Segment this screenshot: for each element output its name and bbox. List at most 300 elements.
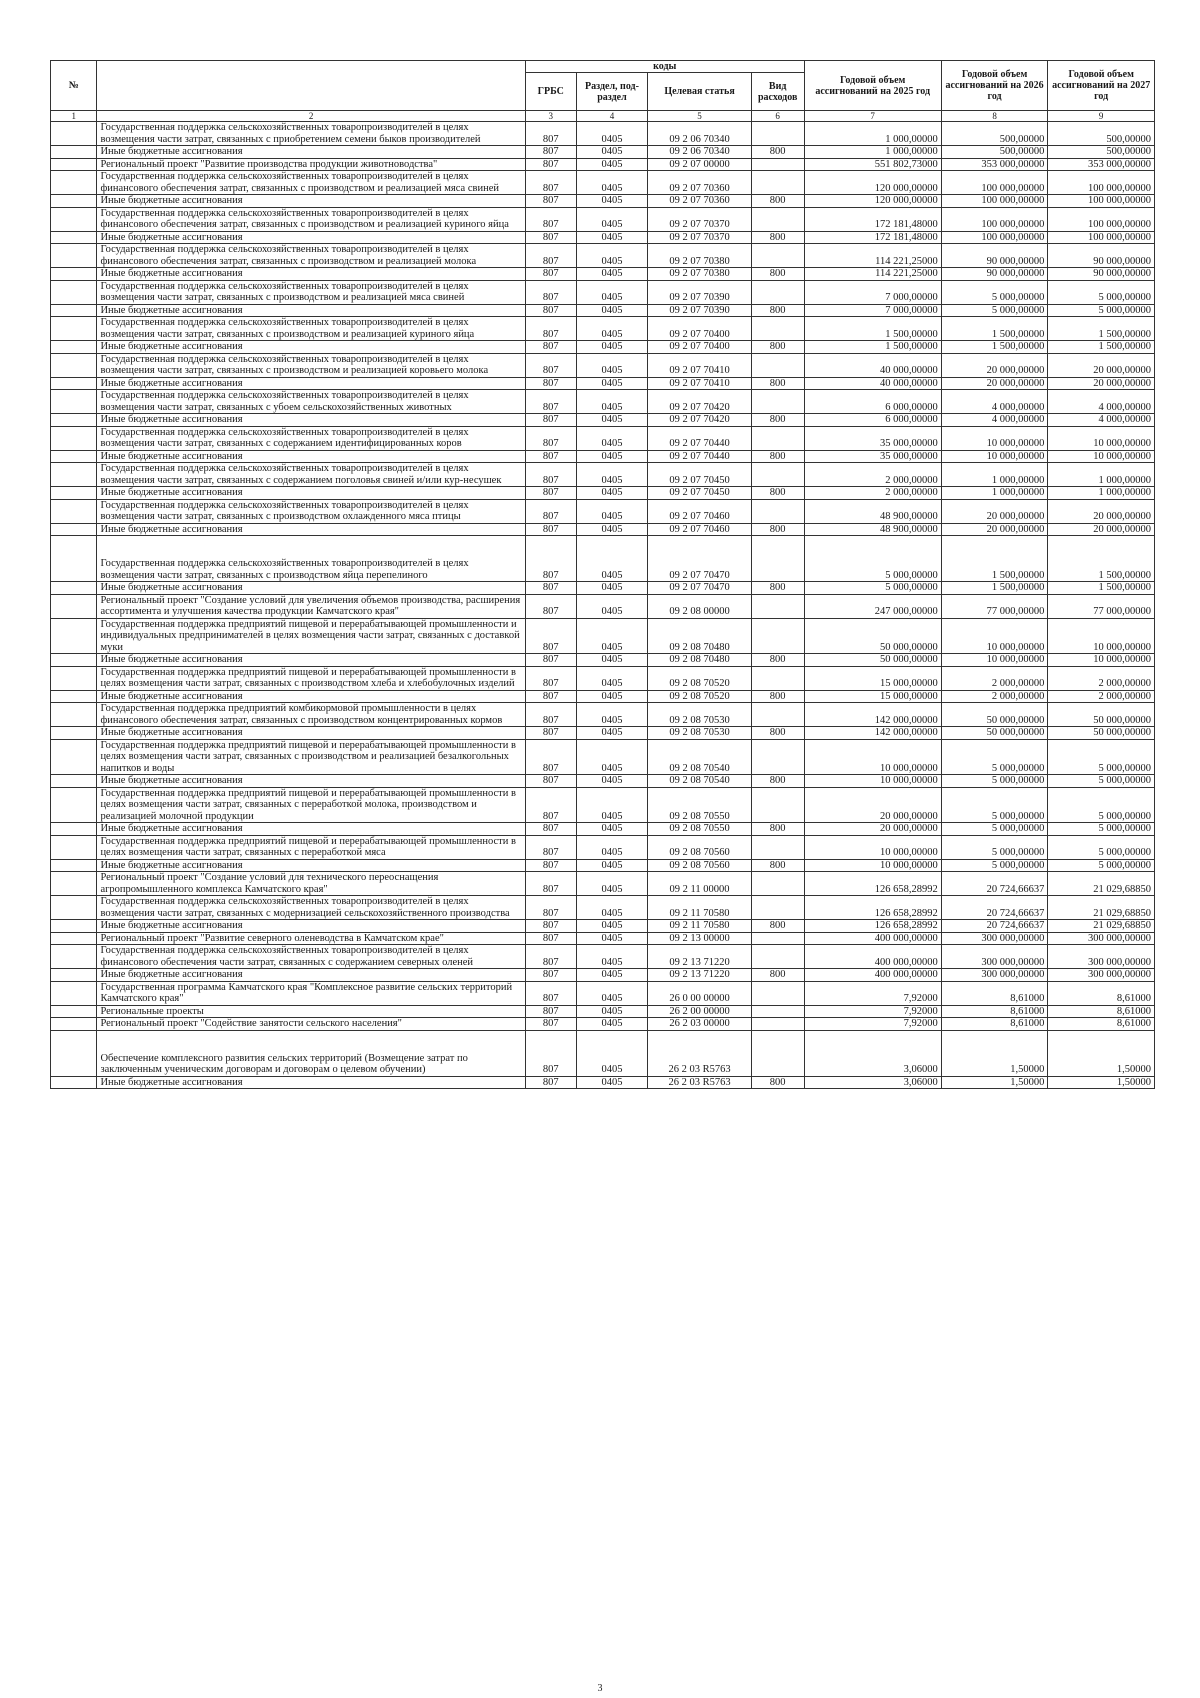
target-article-cell: 09 2 08 70560 (648, 835, 751, 859)
row-number-cell (51, 207, 97, 231)
grbs-cell: 807 (525, 450, 576, 463)
section-cell: 0405 (576, 666, 648, 690)
target-article-cell: 26 2 00 00000 (648, 1005, 751, 1018)
amount-2025-cell: 10 000,00000 (804, 859, 941, 872)
amount-2025-cell: 3,06000 (804, 1076, 941, 1089)
expense-name-cell: Государственная поддержка сельскохозяйственных товаропроизводителей в целях возмещения части затрат, связанных с производством и реализацией коровьего молока (97, 353, 525, 377)
expense-name-cell: Государственная поддержка сельскохозяйственных товаропроизводителей в целях возмещения части затрат, связанных с убоем сельскохозяйственных животных (97, 390, 525, 414)
grbs-cell: 807 (525, 1030, 576, 1076)
section-cell: 0405 (576, 1030, 648, 1076)
target-article-cell: 26 2 03 R5763 (648, 1076, 751, 1089)
table-row (51, 158, 1155, 171)
amount-2026-cell: 10 000,00000 (941, 618, 1048, 654)
amount-2026-cell: 5 000,00000 (941, 823, 1048, 836)
table-row (51, 654, 1155, 667)
grbs-cell: 807 (525, 317, 576, 341)
section-cell: 0405 (576, 463, 648, 487)
grbs-cell: 807 (525, 859, 576, 872)
row-number-cell (51, 158, 97, 171)
grbs-cell: 807 (525, 146, 576, 159)
table-row (51, 969, 1155, 982)
expense-kind-cell (751, 463, 804, 487)
amount-2027-cell: 300 000,00000 (1048, 969, 1155, 982)
table-row (51, 594, 1155, 618)
amount-2027-cell: 2 000,00000 (1048, 690, 1155, 703)
amount-2025-cell: 6 000,00000 (804, 390, 941, 414)
amount-2025-cell: 400 000,00000 (804, 969, 941, 982)
amount-2026-cell: 2 000,00000 (941, 666, 1048, 690)
row-number-cell (51, 231, 97, 244)
grbs-cell: 807 (525, 171, 576, 195)
amount-2025-cell: 172 181,48000 (804, 231, 941, 244)
amount-2027-cell: 1 000,00000 (1048, 463, 1155, 487)
expense-kind-cell: 800 (751, 414, 804, 427)
row-number-cell (51, 499, 97, 523)
expense-name-cell: Региональный проект "Содействие занятости сельского населения" (97, 1018, 525, 1031)
expense-name-cell: Иные бюджетные ассигнования (97, 377, 525, 390)
expense-name-cell: Государственная поддержка предприятий пищевой и перерабатывающей промышленности в целях возмещения части затрат, связанных с производством и реализацией безалкогольных напитков и воды (97, 739, 525, 775)
target-article-cell: 09 2 07 70410 (648, 353, 751, 377)
expense-kind-cell: 800 (751, 654, 804, 667)
section-cell: 0405 (576, 244, 648, 268)
amount-2025-cell: 1 500,00000 (804, 317, 941, 341)
amount-2025-cell: 400 000,00000 (804, 945, 941, 969)
amount-2026-cell: 2 000,00000 (941, 690, 1048, 703)
row-number-cell (51, 523, 97, 536)
row-number-cell (51, 666, 97, 690)
expense-kind-cell: 800 (751, 304, 804, 317)
expense-kind-cell (751, 896, 804, 920)
amount-2026-cell: 100 000,00000 (941, 171, 1048, 195)
target-article-cell: 09 2 08 70480 (648, 618, 751, 654)
section-cell: 0405 (576, 920, 648, 933)
amount-2026-cell: 10 000,00000 (941, 654, 1048, 667)
expense-kind-cell: 800 (751, 450, 804, 463)
section-cell: 0405 (576, 654, 648, 667)
target-article-cell: 09 2 11 70580 (648, 920, 751, 933)
grbs-cell: 807 (525, 487, 576, 500)
grbs-cell: 807 (525, 463, 576, 487)
amount-2026-cell: 5 000,00000 (941, 835, 1048, 859)
target-article-cell: 09 2 07 70440 (648, 426, 751, 450)
expense-name-cell: Государственная поддержка сельскохозяйственных товаропроизводителей в целях финансового обеспечения затрат, связанных с производством и реализацией молока (97, 244, 525, 268)
amount-2025-cell: 2 000,00000 (804, 487, 941, 500)
table-row (51, 463, 1155, 487)
table-row (51, 390, 1155, 414)
section-cell: 0405 (576, 618, 648, 654)
expense-kind-cell (751, 353, 804, 377)
expense-name-cell: Государственная поддержка сельскохозяйственных товаропроизводителей в целях финансового обеспечения части затрат, связанных с содержанием северных оленей (97, 945, 525, 969)
budget-table (50, 60, 1155, 1089)
amount-2027-cell: 90 000,00000 (1048, 244, 1155, 268)
amount-2026-cell: 20 000,00000 (941, 499, 1048, 523)
section-cell: 0405 (576, 932, 648, 945)
expense-name-cell: Региональные проекты (97, 1005, 525, 1018)
grbs-cell: 807 (525, 823, 576, 836)
grbs-cell: 807 (525, 195, 576, 208)
row-number-cell (51, 859, 97, 872)
amount-2027-cell: 1 500,00000 (1048, 341, 1155, 354)
column-number: 2 (97, 111, 525, 122)
column-number: 5 (648, 111, 751, 122)
amount-2027-cell: 8,61000 (1048, 1018, 1155, 1031)
amount-2025-cell: 48 900,00000 (804, 523, 941, 536)
amount-2026-cell: 20 000,00000 (941, 353, 1048, 377)
header-target: Целевая статья (648, 73, 751, 111)
amount-2027-cell: 500,00000 (1048, 146, 1155, 159)
amount-2027-cell: 1 500,00000 (1048, 536, 1155, 582)
table-row (51, 231, 1155, 244)
expense-name-cell: Государственная поддержка предприятий пищевой и перерабатывающей промышленности и индивидуальных предпринимателей в целях возмещения части затрат, связанных с доставкой муки (97, 618, 525, 654)
grbs-cell: 807 (525, 207, 576, 231)
grbs-cell: 807 (525, 268, 576, 281)
grbs-cell: 807 (525, 835, 576, 859)
grbs-cell: 807 (525, 920, 576, 933)
table-row (51, 195, 1155, 208)
column-number: 7 (804, 111, 941, 122)
section-cell: 0405 (576, 1018, 648, 1031)
table-row (51, 499, 1155, 523)
amount-2027-cell: 353 000,00000 (1048, 158, 1155, 171)
section-cell: 0405 (576, 171, 648, 195)
section-cell: 0405 (576, 341, 648, 354)
row-number-cell (51, 414, 97, 427)
row-number-cell (51, 703, 97, 727)
amount-2027-cell: 21 029,68850 (1048, 872, 1155, 896)
expense-name-cell: Государственная поддержка сельскохозяйственных товаропроизводителей в целях возмещения части затрат, связанных с содержанием идентифицированных коров (97, 426, 525, 450)
grbs-cell: 807 (525, 390, 576, 414)
target-article-cell: 09 2 08 70520 (648, 690, 751, 703)
target-article-cell: 09 2 08 70520 (648, 666, 751, 690)
expense-name-cell: Государственная поддержка предприятий пищевой и перерабатывающей промышленности в целях возмещения части затрат, связанных с переработкой мяса (97, 835, 525, 859)
section-cell: 0405 (576, 158, 648, 171)
row-number-cell (51, 268, 97, 281)
amount-2025-cell: 400 000,00000 (804, 932, 941, 945)
table-row (51, 582, 1155, 595)
expense-kind-cell: 800 (751, 523, 804, 536)
expense-name-cell: Иные бюджетные ассигнования (97, 969, 525, 982)
expense-kind-cell: 800 (751, 775, 804, 788)
table-row (51, 341, 1155, 354)
row-number-cell (51, 920, 97, 933)
row-number-cell (51, 146, 97, 159)
amount-2027-cell: 20 000,00000 (1048, 523, 1155, 536)
table-row (51, 353, 1155, 377)
amount-2027-cell: 90 000,00000 (1048, 268, 1155, 281)
expense-name-cell: Государственная поддержка предприятий комбикормовой промышленности в целях финансового обеспечения затрат, связанных с производством концентрированных кормов (97, 703, 525, 727)
table-row (51, 690, 1155, 703)
row-number-cell (51, 945, 97, 969)
table-row (51, 122, 1155, 146)
section-cell: 0405 (576, 775, 648, 788)
amount-2025-cell: 7 000,00000 (804, 280, 941, 304)
section-cell: 0405 (576, 280, 648, 304)
expense-kind-cell: 800 (751, 268, 804, 281)
target-article-cell: 09 2 06 70340 (648, 146, 751, 159)
amount-2026-cell: 1 500,00000 (941, 341, 1048, 354)
grbs-cell: 807 (525, 703, 576, 727)
row-number-cell (51, 304, 97, 317)
amount-2027-cell: 10 000,00000 (1048, 426, 1155, 450)
row-number-cell (51, 775, 97, 788)
section-cell: 0405 (576, 304, 648, 317)
target-article-cell: 09 2 11 00000 (648, 872, 751, 896)
amount-2027-cell: 50 000,00000 (1048, 727, 1155, 740)
expense-kind-cell: 800 (751, 920, 804, 933)
section-cell: 0405 (576, 146, 648, 159)
amount-2026-cell: 100 000,00000 (941, 195, 1048, 208)
table-row (51, 487, 1155, 500)
amount-2027-cell: 20 000,00000 (1048, 499, 1155, 523)
header-section: Раздел, под-раздел (576, 73, 648, 111)
expense-name-cell: Иные бюджетные ассигнования (97, 523, 525, 536)
column-number: 1 (51, 111, 97, 122)
target-article-cell: 09 2 08 70530 (648, 703, 751, 727)
amount-2025-cell: 40 000,00000 (804, 353, 941, 377)
expense-kind-cell: 800 (751, 195, 804, 208)
expense-name-cell: Иные бюджетные ассигнования (97, 859, 525, 872)
target-article-cell: 09 2 08 70560 (648, 859, 751, 872)
expense-name-cell: Государственная программа Камчатского края "Комплексное развитие сельских территорий Камчатского края" (97, 981, 525, 1005)
grbs-cell: 807 (525, 775, 576, 788)
grbs-cell: 807 (525, 582, 576, 595)
amount-2027-cell: 4 000,00000 (1048, 414, 1155, 427)
budget-rows (51, 122, 1155, 1089)
table-row (51, 244, 1155, 268)
amount-2025-cell: 1 000,00000 (804, 122, 941, 146)
grbs-cell: 807 (525, 932, 576, 945)
grbs-cell: 807 (525, 122, 576, 146)
row-number-cell (51, 353, 97, 377)
amount-2025-cell: 5 000,00000 (804, 582, 941, 595)
expense-kind-cell (751, 618, 804, 654)
table-row (51, 268, 1155, 281)
table-row (51, 304, 1155, 317)
amount-2025-cell: 7 000,00000 (804, 304, 941, 317)
amount-2026-cell: 4 000,00000 (941, 390, 1048, 414)
table-row (51, 981, 1155, 1005)
grbs-cell: 807 (525, 969, 576, 982)
section-cell: 0405 (576, 690, 648, 703)
section-cell: 0405 (576, 268, 648, 281)
row-number-cell (51, 1018, 97, 1031)
amount-2026-cell: 5 000,00000 (941, 859, 1048, 872)
expense-kind-cell: 800 (751, 582, 804, 595)
amount-2027-cell: 5 000,00000 (1048, 787, 1155, 823)
amount-2026-cell: 1 000,00000 (941, 463, 1048, 487)
expense-kind-cell (751, 280, 804, 304)
grbs-cell: 807 (525, 981, 576, 1005)
expense-name-cell: Государственная поддержка сельскохозяйственных товаропроизводителей в целях возмещения части затрат, связанных с производством охлажденного мяса птицы (97, 499, 525, 523)
amount-2025-cell: 126 658,28992 (804, 896, 941, 920)
header-2026: Годовой объем ассигнований на 2026 год (941, 61, 1048, 111)
amount-2025-cell: 35 000,00000 (804, 450, 941, 463)
amount-2026-cell: 1,50000 (941, 1076, 1048, 1089)
expense-kind-cell (751, 499, 804, 523)
amount-2025-cell: 114 221,25000 (804, 268, 941, 281)
row-number-cell (51, 280, 97, 304)
row-number-cell (51, 195, 97, 208)
expense-kind-cell: 800 (751, 377, 804, 390)
amount-2025-cell: 15 000,00000 (804, 690, 941, 703)
amount-2027-cell: 100 000,00000 (1048, 207, 1155, 231)
table-row (51, 896, 1155, 920)
amount-2026-cell: 20 724,66637 (941, 896, 1048, 920)
target-article-cell: 09 2 07 70370 (648, 207, 751, 231)
target-article-cell: 09 2 07 70440 (648, 450, 751, 463)
expense-kind-cell: 800 (751, 231, 804, 244)
target-article-cell: 09 2 07 70380 (648, 268, 751, 281)
row-number-cell (51, 377, 97, 390)
target-article-cell: 09 2 13 71220 (648, 969, 751, 982)
section-cell: 0405 (576, 523, 648, 536)
target-article-cell: 09 2 07 70420 (648, 390, 751, 414)
target-article-cell: 09 2 07 70360 (648, 195, 751, 208)
row-number-cell (51, 1076, 97, 1089)
section-cell: 0405 (576, 896, 648, 920)
expense-kind-cell (751, 158, 804, 171)
section-cell: 0405 (576, 487, 648, 500)
expense-name-cell: Государственная поддержка сельскохозяйственных товаропроизводителей в целях возмещения части затрат, связанных с приобретением семени быков производителей (97, 122, 525, 146)
header-kind: Вид расходов (751, 73, 804, 111)
target-article-cell: 09 2 07 70460 (648, 523, 751, 536)
expense-name-cell: Иные бюджетные ассигнования (97, 823, 525, 836)
target-article-cell: 09 2 07 70470 (648, 582, 751, 595)
amount-2026-cell: 1,50000 (941, 1030, 1048, 1076)
section-cell: 0405 (576, 835, 648, 859)
target-article-cell: 26 2 03 00000 (648, 1018, 751, 1031)
amount-2026-cell: 77 000,00000 (941, 594, 1048, 618)
table-row (51, 920, 1155, 933)
amount-2026-cell: 4 000,00000 (941, 414, 1048, 427)
amount-2027-cell: 1 000,00000 (1048, 487, 1155, 500)
target-article-cell: 09 2 07 70360 (648, 171, 751, 195)
grbs-cell: 807 (525, 523, 576, 536)
expense-name-cell: Государственная поддержка сельскохозяйственных товаропроизводителей в целях возмещения части затрат, связанных с производством и реализацией куриного яйца (97, 317, 525, 341)
amount-2025-cell: 1 500,00000 (804, 341, 941, 354)
section-cell: 0405 (576, 981, 648, 1005)
target-article-cell: 09 2 13 71220 (648, 945, 751, 969)
expense-name-cell: Государственная поддержка сельскохозяйственных товаропроизводителей в целях финансового обеспечения затрат, связанных с производством и реализацией куриного яйца (97, 207, 525, 231)
section-cell: 0405 (576, 969, 648, 982)
target-article-cell: 09 2 11 70580 (648, 896, 751, 920)
amount-2027-cell: 100 000,00000 (1048, 171, 1155, 195)
amount-2027-cell: 21 029,68850 (1048, 896, 1155, 920)
amount-2025-cell: 551 802,73000 (804, 158, 941, 171)
amount-2027-cell: 5 000,00000 (1048, 739, 1155, 775)
column-number: 8 (941, 111, 1048, 122)
expense-name-cell: Иные бюджетные ассигнования (97, 414, 525, 427)
target-article-cell: 09 2 07 70390 (648, 304, 751, 317)
amount-2025-cell: 247 000,00000 (804, 594, 941, 618)
amount-2027-cell: 100 000,00000 (1048, 195, 1155, 208)
target-article-cell: 09 2 07 70470 (648, 536, 751, 582)
table-row (51, 666, 1155, 690)
header-grbs: ГРБС (525, 73, 576, 111)
amount-2027-cell: 5 000,00000 (1048, 823, 1155, 836)
expense-name-cell: Иные бюджетные ассигнования (97, 450, 525, 463)
table-row (51, 739, 1155, 775)
expense-name-cell: Государственная поддержка сельскохозяйственных товаропроизводителей в целях возмещения части затрат, связанных с производством и реализацией мяса свиней (97, 280, 525, 304)
amount-2025-cell: 35 000,00000 (804, 426, 941, 450)
row-number-cell (51, 690, 97, 703)
amount-2026-cell: 500,00000 (941, 122, 1048, 146)
expense-kind-cell (751, 594, 804, 618)
target-article-cell: 09 2 08 70480 (648, 654, 751, 667)
header-num: № (51, 61, 97, 111)
expense-name-cell: Государственная поддержка сельскохозяйственных товаропроизводителей в целях возмещения части затрат, связанных с модернизацией сельскохозяйственного производства (97, 896, 525, 920)
table-row (51, 1005, 1155, 1018)
target-article-cell: 09 2 07 70370 (648, 231, 751, 244)
section-cell: 0405 (576, 594, 648, 618)
expense-name-cell: Государственная поддержка сельскохозяйственных товаропроизводителей в целях финансового обеспечения затрат, связанных с производством и реализацией мяса свиней (97, 171, 525, 195)
table-row (51, 859, 1155, 872)
page-number: 3 (597, 1683, 603, 1694)
header-2025: Годовой объем ассигнований на 2025 год (804, 61, 941, 111)
amount-2025-cell: 20 000,00000 (804, 787, 941, 823)
amount-2026-cell: 5 000,00000 (941, 280, 1048, 304)
target-article-cell: 09 2 07 70400 (648, 341, 751, 354)
table-row (51, 1076, 1155, 1089)
amount-2027-cell: 100 000,00000 (1048, 231, 1155, 244)
section-cell: 0405 (576, 1005, 648, 1018)
expense-name-cell: Иные бюджетные ассигнования (97, 654, 525, 667)
expense-name-cell: Иные бюджетные ассигнования (97, 920, 525, 933)
amount-2025-cell: 126 658,28992 (804, 920, 941, 933)
expense-name-cell: Иные бюджетные ассигнования (97, 487, 525, 500)
expense-name-cell: Государственная поддержка сельскохозяйственных товаропроизводителей в целях возмещения части затрат, связанных с производством яйца перепелиного (97, 536, 525, 582)
amount-2025-cell: 2 000,00000 (804, 463, 941, 487)
column-number: 9 (1048, 111, 1155, 122)
table-row (51, 426, 1155, 450)
target-article-cell: 09 2 07 70390 (648, 280, 751, 304)
grbs-cell: 807 (525, 945, 576, 969)
amount-2026-cell: 20 000,00000 (941, 377, 1048, 390)
amount-2025-cell: 10 000,00000 (804, 775, 941, 788)
table-row (51, 703, 1155, 727)
expense-name-cell: Региональный проект "Развитие северного оленеводства в Камчатском крае" (97, 932, 525, 945)
row-number-cell (51, 654, 97, 667)
row-number-cell (51, 244, 97, 268)
expense-kind-cell: 800 (751, 823, 804, 836)
amount-2027-cell: 2 000,00000 (1048, 666, 1155, 690)
expense-kind-cell (751, 945, 804, 969)
amount-2026-cell: 500,00000 (941, 146, 1048, 159)
amount-2027-cell: 1 500,00000 (1048, 582, 1155, 595)
amount-2025-cell: 20 000,00000 (804, 823, 941, 836)
row-number-cell (51, 487, 97, 500)
amount-2026-cell: 5 000,00000 (941, 787, 1048, 823)
amount-2026-cell: 100 000,00000 (941, 207, 1048, 231)
table-row (51, 377, 1155, 390)
amount-2025-cell: 50 000,00000 (804, 618, 941, 654)
amount-2027-cell: 1,50000 (1048, 1030, 1155, 1076)
expense-name-cell: Иные бюджетные ассигнования (97, 690, 525, 703)
amount-2026-cell: 20 000,00000 (941, 523, 1048, 536)
grbs-cell: 807 (525, 787, 576, 823)
table-row (51, 450, 1155, 463)
expense-name-cell: Иные бюджетные ассигнования (97, 231, 525, 244)
table-row (51, 945, 1155, 969)
row-number-cell (51, 872, 97, 896)
expense-kind-cell (751, 835, 804, 859)
amount-2026-cell: 8,61000 (941, 981, 1048, 1005)
expense-kind-cell (751, 244, 804, 268)
amount-2026-cell: 8,61000 (941, 1018, 1048, 1031)
expense-kind-cell (751, 981, 804, 1005)
row-number-cell (51, 969, 97, 982)
section-cell: 0405 (576, 122, 648, 146)
